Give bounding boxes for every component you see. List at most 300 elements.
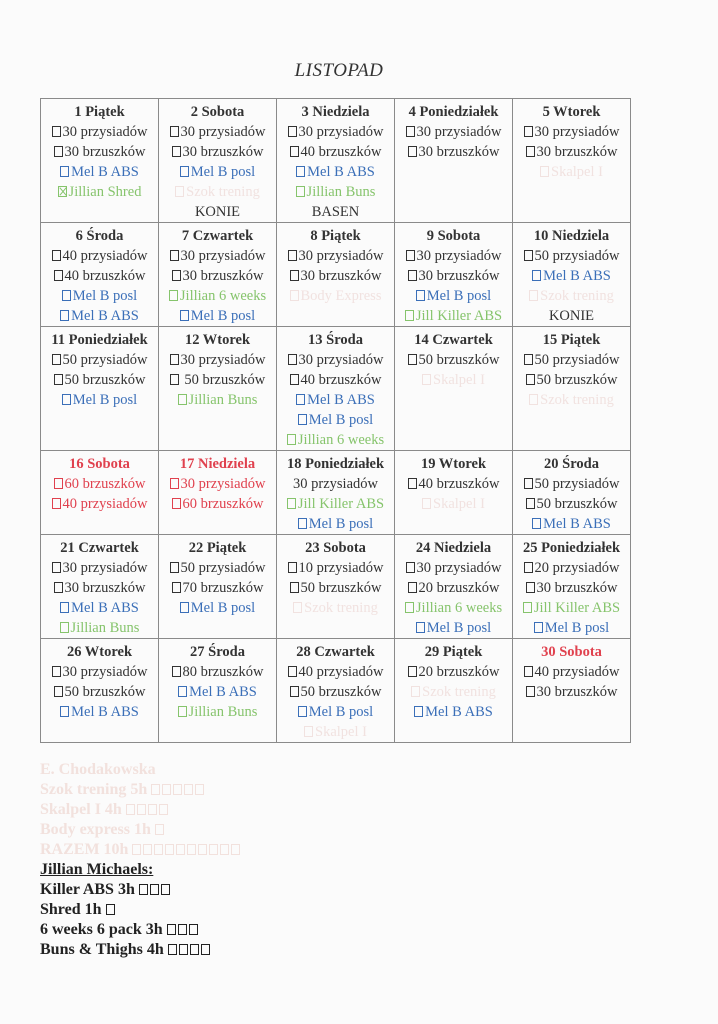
checkbox-icon[interactable] bbox=[414, 706, 423, 717]
checkbox-icon[interactable] bbox=[288, 126, 297, 137]
checkbox-icon[interactable] bbox=[408, 478, 417, 489]
tally-box-icon[interactable] bbox=[159, 804, 168, 815]
workout-item-label: 50 brzuszków bbox=[418, 352, 500, 368]
workout-item bbox=[41, 122, 158, 142]
checkbox-icon[interactable] bbox=[54, 582, 63, 593]
workout-item bbox=[41, 370, 158, 390]
workout-item bbox=[277, 702, 394, 722]
calendar-day-cell bbox=[277, 327, 395, 451]
workout-item bbox=[159, 598, 276, 618]
workout-item-label: Skalpel I bbox=[433, 496, 485, 512]
day-label: 12 Wtorek bbox=[184, 332, 251, 348]
calendar-day-cell bbox=[513, 535, 631, 639]
workout-item bbox=[395, 598, 512, 618]
workout-item-label: Mel B ABS bbox=[189, 684, 257, 700]
workout-item-label: Jillian Buns bbox=[70, 620, 140, 636]
checkbox-icon[interactable] bbox=[524, 126, 533, 137]
summary-label: Jillian Michaels: bbox=[40, 861, 154, 878]
checkbox-icon[interactable] bbox=[524, 478, 533, 489]
workout-item-label: 30 przysiadów bbox=[180, 248, 266, 264]
checkbox-icon[interactable] bbox=[180, 310, 189, 321]
workout-item-label: Mel B posl bbox=[72, 392, 138, 408]
calendar-day-cell bbox=[159, 535, 277, 639]
workout-item-label: Mel B ABS bbox=[307, 164, 375, 180]
workout-item bbox=[277, 558, 394, 578]
summary-row bbox=[40, 920, 242, 940]
checkbox-icon[interactable] bbox=[169, 290, 178, 301]
calendar-day-cell bbox=[395, 639, 513, 743]
tally-box-icon[interactable] bbox=[126, 804, 135, 815]
checkbox-icon[interactable] bbox=[422, 374, 431, 385]
workout-item-label: 50 brzuszków bbox=[536, 372, 618, 388]
checkbox-icon[interactable] bbox=[178, 706, 187, 717]
summary-label: E. Chodakowska bbox=[40, 761, 156, 778]
calendar-week-row bbox=[41, 99, 631, 223]
day-label: 23 Sobota bbox=[305, 540, 366, 556]
tally-box-icon[interactable] bbox=[201, 944, 210, 955]
workout-item bbox=[513, 662, 630, 682]
workout-item-label: 30 przysiadów bbox=[416, 560, 502, 576]
checkbox-icon[interactable] bbox=[288, 666, 297, 677]
checkbox-icon[interactable] bbox=[60, 622, 69, 633]
tally-box-icon[interactable] bbox=[167, 924, 176, 935]
tally-box-icon[interactable] bbox=[168, 944, 177, 955]
workout-item bbox=[513, 618, 630, 638]
checkbox-icon[interactable] bbox=[296, 186, 305, 197]
day-label: 6 Środa bbox=[75, 228, 124, 244]
calendar-day-cell bbox=[159, 99, 277, 223]
workout-item bbox=[277, 286, 394, 306]
workout-item bbox=[41, 142, 158, 162]
summary-label: Szok trening 5h bbox=[40, 781, 152, 798]
checkbox-icon[interactable] bbox=[526, 146, 535, 157]
workout-item bbox=[159, 558, 276, 578]
checkbox-icon[interactable] bbox=[290, 270, 299, 281]
checkbox-icon[interactable] bbox=[416, 290, 425, 301]
checkbox-icon[interactable] bbox=[532, 518, 541, 529]
workout-item bbox=[395, 350, 512, 370]
workout-item bbox=[513, 350, 630, 370]
summary-label: Skalpel I 4h bbox=[40, 801, 126, 818]
checkbox-icon[interactable] bbox=[298, 518, 307, 529]
workout-item-label: 20 brzuszków bbox=[418, 580, 500, 596]
workout-item-label: 30 przysiadów bbox=[293, 476, 378, 492]
workout-item bbox=[277, 598, 394, 618]
calendar-day-cell bbox=[513, 99, 631, 223]
checkbox-icon[interactable] bbox=[170, 374, 179, 385]
workout-item bbox=[41, 306, 158, 326]
checkbox-icon[interactable] bbox=[287, 434, 296, 445]
checkbox-icon[interactable] bbox=[54, 478, 63, 489]
checkbox-icon[interactable] bbox=[52, 498, 61, 509]
checkbox-icon[interactable] bbox=[406, 562, 415, 573]
checkbox-icon[interactable] bbox=[422, 498, 431, 509]
checkbox-icon[interactable] bbox=[298, 706, 307, 717]
checkbox-icon[interactable] bbox=[290, 582, 299, 593]
checkbox-icon[interactable] bbox=[524, 250, 533, 261]
calendar-day-cell bbox=[41, 535, 159, 639]
workout-item bbox=[395, 618, 512, 638]
workout-item bbox=[159, 266, 276, 286]
checkbox-icon[interactable] bbox=[52, 562, 61, 573]
workout-item-label: 50 brzuszków bbox=[64, 684, 146, 700]
workout-item bbox=[41, 182, 158, 202]
checkbox-icon[interactable] bbox=[180, 166, 189, 177]
calendar-day-cell bbox=[395, 99, 513, 223]
workout-item-label: 50 przysiadów bbox=[534, 352, 620, 368]
checkbox-icon[interactable] bbox=[287, 498, 296, 509]
checkbox-icon[interactable] bbox=[172, 146, 181, 157]
checkbox-icon[interactable] bbox=[408, 270, 417, 281]
checkbox-icon[interactable] bbox=[408, 666, 417, 677]
checkbox-icon[interactable] bbox=[180, 602, 189, 613]
checkbox-icon[interactable] bbox=[524, 666, 533, 677]
workout-item-label: Mel B posl bbox=[190, 164, 256, 180]
checkbox-icon[interactable] bbox=[406, 126, 415, 137]
workout-item bbox=[41, 662, 158, 682]
workout-item bbox=[513, 286, 630, 306]
workout-item-label: Mel B posl bbox=[190, 600, 256, 616]
checkbox-icon[interactable] bbox=[290, 686, 299, 697]
workout-item bbox=[41, 474, 158, 494]
checkbox-icon[interactable] bbox=[290, 146, 299, 157]
checkbox-icon[interactable] bbox=[60, 310, 69, 321]
checkbox-icon[interactable] bbox=[524, 562, 533, 573]
checkbox-icon[interactable] bbox=[406, 250, 415, 261]
checkbox-icon[interactable] bbox=[172, 666, 181, 677]
calendar-grid bbox=[40, 98, 631, 743]
checkbox-icon[interactable] bbox=[293, 602, 302, 613]
checkbox-icon[interactable] bbox=[288, 354, 297, 365]
tally-box-icon[interactable] bbox=[189, 924, 198, 935]
checkbox-icon[interactable] bbox=[178, 394, 187, 405]
checkbox-icon[interactable] bbox=[405, 310, 414, 321]
workout-item bbox=[159, 702, 276, 722]
workout-item bbox=[41, 494, 158, 514]
workout-item-label: Mel B posl bbox=[308, 704, 374, 720]
calendar-day-cell bbox=[513, 639, 631, 743]
workout-item-label: Body Express bbox=[300, 288, 382, 304]
workout-item bbox=[513, 474, 630, 494]
summary-row bbox=[40, 800, 242, 820]
day-label: 17 Niedziela bbox=[179, 456, 256, 472]
day-label: 7 Czwartek bbox=[181, 228, 254, 244]
tally-box-icon[interactable] bbox=[148, 804, 157, 815]
checkbox-icon[interactable] bbox=[526, 498, 535, 509]
workout-item-label: 60 brzuszków bbox=[182, 496, 264, 512]
summary-row bbox=[40, 820, 242, 840]
checkbox-icon[interactable] bbox=[60, 166, 69, 177]
checkbox-icon[interactable] bbox=[62, 290, 71, 301]
workout-item bbox=[41, 702, 158, 722]
workout-item-label: Mel B posl bbox=[544, 620, 610, 636]
checkbox-icon[interactable] bbox=[175, 186, 184, 197]
tally-box-icon[interactable] bbox=[132, 844, 141, 855]
day-label: 13 Środa bbox=[308, 332, 363, 348]
workout-item bbox=[159, 474, 276, 494]
workout-item bbox=[159, 122, 276, 142]
workout-item bbox=[395, 702, 512, 722]
workout-item bbox=[41, 246, 158, 266]
workout-item-label: Mel B ABS bbox=[425, 704, 493, 720]
calendar-day-cell bbox=[159, 451, 277, 535]
summary-label: Body express 1h bbox=[40, 821, 155, 838]
workout-item-label: 50 brzuszków bbox=[64, 372, 146, 388]
tally-box-icon[interactable] bbox=[137, 804, 146, 815]
checkbox-icon[interactable] bbox=[170, 126, 179, 137]
workout-item bbox=[159, 662, 276, 682]
tally-box-icon[interactable] bbox=[231, 844, 240, 855]
tally-box-icon[interactable] bbox=[162, 784, 171, 795]
checkbox-icon[interactable] bbox=[52, 354, 61, 365]
checkbox-icon[interactable] bbox=[298, 414, 307, 425]
checkbox-icon[interactable] bbox=[52, 250, 61, 261]
workout-item bbox=[41, 162, 158, 182]
workout-item-label: 40 brzuszków bbox=[300, 372, 382, 388]
checkbox-icon[interactable] bbox=[54, 146, 63, 157]
workout-item-label: Mel B posl bbox=[72, 288, 138, 304]
checkbox-icon[interactable] bbox=[60, 706, 69, 717]
checkbox-icon[interactable] bbox=[529, 290, 538, 301]
summary-row bbox=[40, 760, 242, 780]
workout-item-label: Jillian Buns bbox=[188, 704, 258, 720]
checkbox-icon[interactable] bbox=[532, 270, 541, 281]
checkbox-icon[interactable] bbox=[540, 166, 549, 177]
tally-box-icon[interactable] bbox=[173, 784, 182, 795]
summary-row bbox=[40, 860, 242, 880]
workout-item-label: 30 brzuszków bbox=[182, 268, 264, 284]
workout-item-label: Mel B posl bbox=[308, 516, 374, 532]
workout-item bbox=[277, 202, 394, 222]
calendar-week-row bbox=[41, 535, 631, 639]
workout-item bbox=[395, 122, 512, 142]
workout-item bbox=[159, 162, 276, 182]
day-label: 11 Poniedziałek bbox=[51, 332, 148, 348]
tally-box-icon[interactable] bbox=[161, 884, 170, 895]
tally-box-icon[interactable] bbox=[195, 784, 204, 795]
checkbox-icon[interactable] bbox=[408, 354, 417, 365]
workout-item bbox=[277, 430, 394, 450]
workout-item-label: 40 brzuszków bbox=[64, 268, 146, 284]
workout-item-label: 30 przysiadów bbox=[298, 352, 384, 368]
workout-item bbox=[41, 618, 158, 638]
checkbox-icon[interactable] bbox=[408, 582, 417, 593]
workout-item-label: Skalpel I bbox=[551, 164, 603, 180]
workout-item bbox=[277, 494, 394, 514]
checkbox-icon[interactable] bbox=[304, 726, 313, 737]
workout-item bbox=[277, 722, 394, 742]
workout-item-label: Szok trening bbox=[304, 600, 378, 616]
checkbox-icon[interactable] bbox=[526, 686, 535, 697]
workout-item bbox=[395, 246, 512, 266]
tally-box-icon[interactable] bbox=[154, 844, 163, 855]
calendar-day-cell bbox=[395, 535, 513, 639]
checked-box-icon[interactable] bbox=[58, 186, 67, 197]
checkbox-icon[interactable] bbox=[526, 582, 535, 593]
calendar-day-cell bbox=[277, 535, 395, 639]
tally-box-icon[interactable] bbox=[176, 844, 185, 855]
tally-box-icon[interactable] bbox=[184, 784, 193, 795]
workout-item-label: 20 przysiadów bbox=[534, 560, 620, 576]
day-label: 21 Czwartek bbox=[60, 540, 139, 556]
workout-item-label: 30 przysiadów bbox=[62, 560, 148, 576]
day-label: 22 Piątek bbox=[188, 540, 247, 556]
workout-item bbox=[513, 494, 630, 514]
workout-item-label: Jill Killer ABS bbox=[415, 308, 503, 324]
tally-box-icon[interactable] bbox=[151, 784, 160, 795]
checkbox-icon[interactable] bbox=[172, 582, 181, 593]
workout-item bbox=[395, 286, 512, 306]
checkbox-icon[interactable] bbox=[529, 394, 538, 405]
workout-item bbox=[41, 682, 158, 702]
workout-item-label: 30 przysiadów bbox=[180, 476, 266, 492]
workout-item-label: Szok trening bbox=[422, 684, 496, 700]
calendar-day-cell bbox=[41, 451, 159, 535]
workout-item bbox=[395, 266, 512, 286]
workout-item bbox=[513, 682, 630, 702]
checkbox-icon[interactable] bbox=[52, 666, 61, 677]
day-label: 24 Niedziela bbox=[415, 540, 492, 556]
checkbox-icon[interactable] bbox=[411, 686, 420, 697]
tally-box-icon[interactable] bbox=[179, 944, 188, 955]
day-label: 10 Niedziela bbox=[533, 228, 610, 244]
calendar-day-cell bbox=[395, 223, 513, 327]
checkbox-icon[interactable] bbox=[178, 686, 187, 697]
checkbox-icon[interactable] bbox=[416, 622, 425, 633]
workout-item-label: Jill Killer ABS bbox=[533, 600, 621, 616]
day-label: 14 Czwartek bbox=[414, 332, 493, 348]
tally-box-icon[interactable] bbox=[198, 844, 207, 855]
checkbox-icon[interactable] bbox=[288, 562, 297, 573]
checkbox-icon[interactable] bbox=[170, 478, 179, 489]
checkbox-icon[interactable] bbox=[408, 146, 417, 157]
tally-box-icon[interactable] bbox=[106, 904, 115, 915]
workout-item bbox=[159, 494, 276, 514]
checkbox-icon[interactable] bbox=[54, 686, 63, 697]
workout-item-label: 30 przysiadów bbox=[298, 124, 384, 140]
workout-item bbox=[159, 286, 276, 306]
tally-box-icon[interactable] bbox=[209, 844, 218, 855]
workout-item-label: 50 przysiadów bbox=[62, 352, 148, 368]
workout-item-label: 10 przysiadów bbox=[298, 560, 384, 576]
day-label: 3 Niedziela bbox=[301, 104, 370, 120]
checkbox-icon[interactable] bbox=[60, 602, 69, 613]
workout-item-label: 30 przysiadów bbox=[416, 124, 502, 140]
workout-item-label: Szok trening bbox=[186, 184, 260, 200]
workout-summary bbox=[40, 760, 242, 960]
workout-item bbox=[395, 370, 512, 390]
checkbox-icon[interactable] bbox=[296, 166, 305, 177]
workout-item-label: 50 brzuszków bbox=[300, 684, 382, 700]
calendar-day-cell bbox=[159, 223, 277, 327]
workout-item bbox=[159, 182, 276, 202]
checkbox-icon[interactable] bbox=[523, 602, 532, 613]
workout-item bbox=[395, 682, 512, 702]
tally-box-icon[interactable] bbox=[139, 884, 148, 895]
checkbox-icon[interactable] bbox=[534, 622, 543, 633]
tally-box-icon[interactable] bbox=[155, 824, 164, 835]
workout-item bbox=[513, 306, 630, 326]
workout-item bbox=[513, 558, 630, 578]
checkbox-icon[interactable] bbox=[54, 374, 63, 385]
calendar-day-cell bbox=[277, 99, 395, 223]
checkbox-icon[interactable] bbox=[170, 354, 179, 365]
checkbox-icon[interactable] bbox=[290, 374, 299, 385]
workout-item-label: 30 brzuszków bbox=[64, 144, 146, 160]
checkbox-icon[interactable] bbox=[172, 270, 181, 281]
tally-box-icon[interactable] bbox=[220, 844, 229, 855]
tally-box-icon[interactable] bbox=[165, 844, 174, 855]
workout-item-label: BASEN bbox=[311, 204, 360, 220]
workout-item-label: Mel B ABS bbox=[71, 308, 139, 324]
day-label: 19 Wtorek bbox=[420, 456, 487, 472]
workout-item-label: Mel B posl bbox=[426, 620, 492, 636]
calendar-day-cell bbox=[513, 327, 631, 451]
calendar-week-row bbox=[41, 327, 631, 451]
tally-box-icon[interactable] bbox=[187, 844, 196, 855]
workout-item bbox=[513, 266, 630, 286]
workout-item-label: 40 przysiadów bbox=[298, 664, 384, 680]
tally-box-icon[interactable] bbox=[178, 924, 187, 935]
workout-item-label: 20 brzuszków bbox=[418, 664, 500, 680]
day-label: 8 Piątek bbox=[310, 228, 361, 244]
workout-item-label: Jillian 6 weeks bbox=[297, 432, 385, 448]
workout-item bbox=[159, 246, 276, 266]
workout-item bbox=[277, 370, 394, 390]
workout-item bbox=[159, 682, 276, 702]
workout-item-label: 30 przysiadów bbox=[534, 124, 620, 140]
workout-item bbox=[277, 474, 394, 494]
calendar-day-cell bbox=[277, 223, 395, 327]
workout-item-label: Mel B ABS bbox=[71, 164, 139, 180]
tally-box-icon[interactable] bbox=[143, 844, 152, 855]
checkbox-icon[interactable] bbox=[54, 270, 63, 281]
workout-item bbox=[277, 682, 394, 702]
workout-item bbox=[513, 598, 630, 618]
checkbox-icon[interactable] bbox=[296, 394, 305, 405]
workout-item bbox=[41, 266, 158, 286]
calendar-day-cell bbox=[395, 451, 513, 535]
checkbox-icon[interactable] bbox=[170, 250, 179, 261]
workout-item-label: 40 brzuszków bbox=[418, 476, 500, 492]
summary-row bbox=[40, 880, 242, 900]
calendar-day-cell bbox=[513, 223, 631, 327]
checkbox-icon[interactable] bbox=[52, 126, 61, 137]
checkbox-icon[interactable] bbox=[524, 354, 533, 365]
checkbox-icon[interactable] bbox=[172, 498, 181, 509]
workout-item-label: 40 przysiadów bbox=[534, 664, 620, 680]
workout-item-label: Mel B posl bbox=[190, 308, 256, 324]
summary-label: Shred 1h bbox=[40, 901, 106, 918]
checkbox-icon[interactable] bbox=[526, 374, 535, 385]
checkbox-icon[interactable] bbox=[290, 290, 299, 301]
checkbox-icon[interactable] bbox=[170, 562, 179, 573]
workout-item bbox=[159, 370, 276, 390]
summary-label: Buns & Thighs 4h bbox=[40, 941, 168, 958]
workout-item bbox=[395, 662, 512, 682]
checkbox-icon[interactable] bbox=[62, 394, 71, 405]
workout-item bbox=[41, 390, 158, 410]
workout-item-label: 50 przysiadów bbox=[534, 248, 620, 264]
workout-item-label: 60 brzuszków bbox=[64, 476, 146, 492]
workout-item bbox=[277, 246, 394, 266]
tally-box-icon[interactable] bbox=[190, 944, 199, 955]
checkbox-icon[interactable] bbox=[288, 250, 297, 261]
calendar-week-row bbox=[41, 451, 631, 535]
workout-item-label: 30 brzuszków bbox=[536, 144, 618, 160]
tally-box-icon[interactable] bbox=[150, 884, 159, 895]
checkbox-icon[interactable] bbox=[405, 602, 414, 613]
